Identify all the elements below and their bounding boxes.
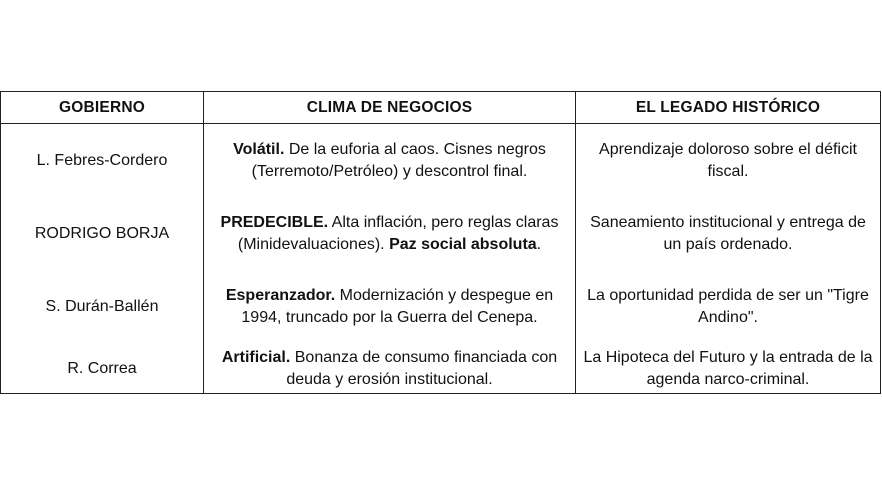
header-legado-historico: EL LEGADO HISTÓRICO bbox=[576, 92, 881, 124]
gobierno-cell: RODRIGO BORJA bbox=[1, 197, 204, 270]
table-row bbox=[1, 124, 881, 198]
table-row bbox=[1, 197, 881, 270]
header-row bbox=[1, 92, 881, 124]
clima-cell bbox=[204, 124, 576, 198]
clima-tail: . bbox=[536, 235, 542, 253]
clima-label: Volátil. bbox=[233, 140, 285, 158]
clima-cell bbox=[204, 270, 576, 344]
clima-label: PREDECIBLE. bbox=[220, 213, 329, 231]
clima-emphasis: Paz social absoluta bbox=[389, 235, 537, 253]
clima-cell bbox=[204, 197, 576, 270]
clima-cell bbox=[204, 344, 576, 394]
clima-label: Esperanzador. bbox=[225, 287, 336, 304]
legado-cell: Aprendizaje doloroso sobre el déficit fiscal. bbox=[576, 124, 881, 198]
header-clima-de-negocios: CLIMA DE NEGOCIOS bbox=[204, 92, 576, 124]
clima-text: Alta inflación, pero reglas claras (Minidevaluaciones). bbox=[237, 213, 559, 253]
gobierno-cell: R. Correa bbox=[1, 344, 204, 394]
gobierno-cell: S. Durán-Ballén bbox=[1, 270, 204, 344]
table-row bbox=[1, 344, 881, 394]
legado-cell: La Hipoteca del Futuro y la entrada de la agenda narco-criminal. bbox=[576, 344, 881, 394]
header-gobierno: GOBIERNO bbox=[1, 92, 204, 124]
clima-label: Artificial. bbox=[221, 348, 291, 366]
table-row bbox=[1, 270, 881, 344]
government-comparison-table bbox=[0, 91, 881, 394]
clima-text: Modernización y despegue en 1994, truncado por la Guerra del Cenepa. bbox=[241, 287, 554, 326]
clima-text: De la euforia al caos. Cisnes negros (Terremoto/Petróleo) y descontrol final. bbox=[251, 140, 546, 180]
clima-text: Bonanza de consumo financiada con deuda y erosión institucional. bbox=[286, 348, 558, 388]
legado-cell: La oportunidad perdida de ser un "Tigre Andino". bbox=[576, 270, 881, 344]
legado-cell: Saneamiento institucional y entrega de un país ordenado. bbox=[576, 197, 881, 270]
gobierno-cell: L. Febres-Cordero bbox=[1, 124, 204, 198]
